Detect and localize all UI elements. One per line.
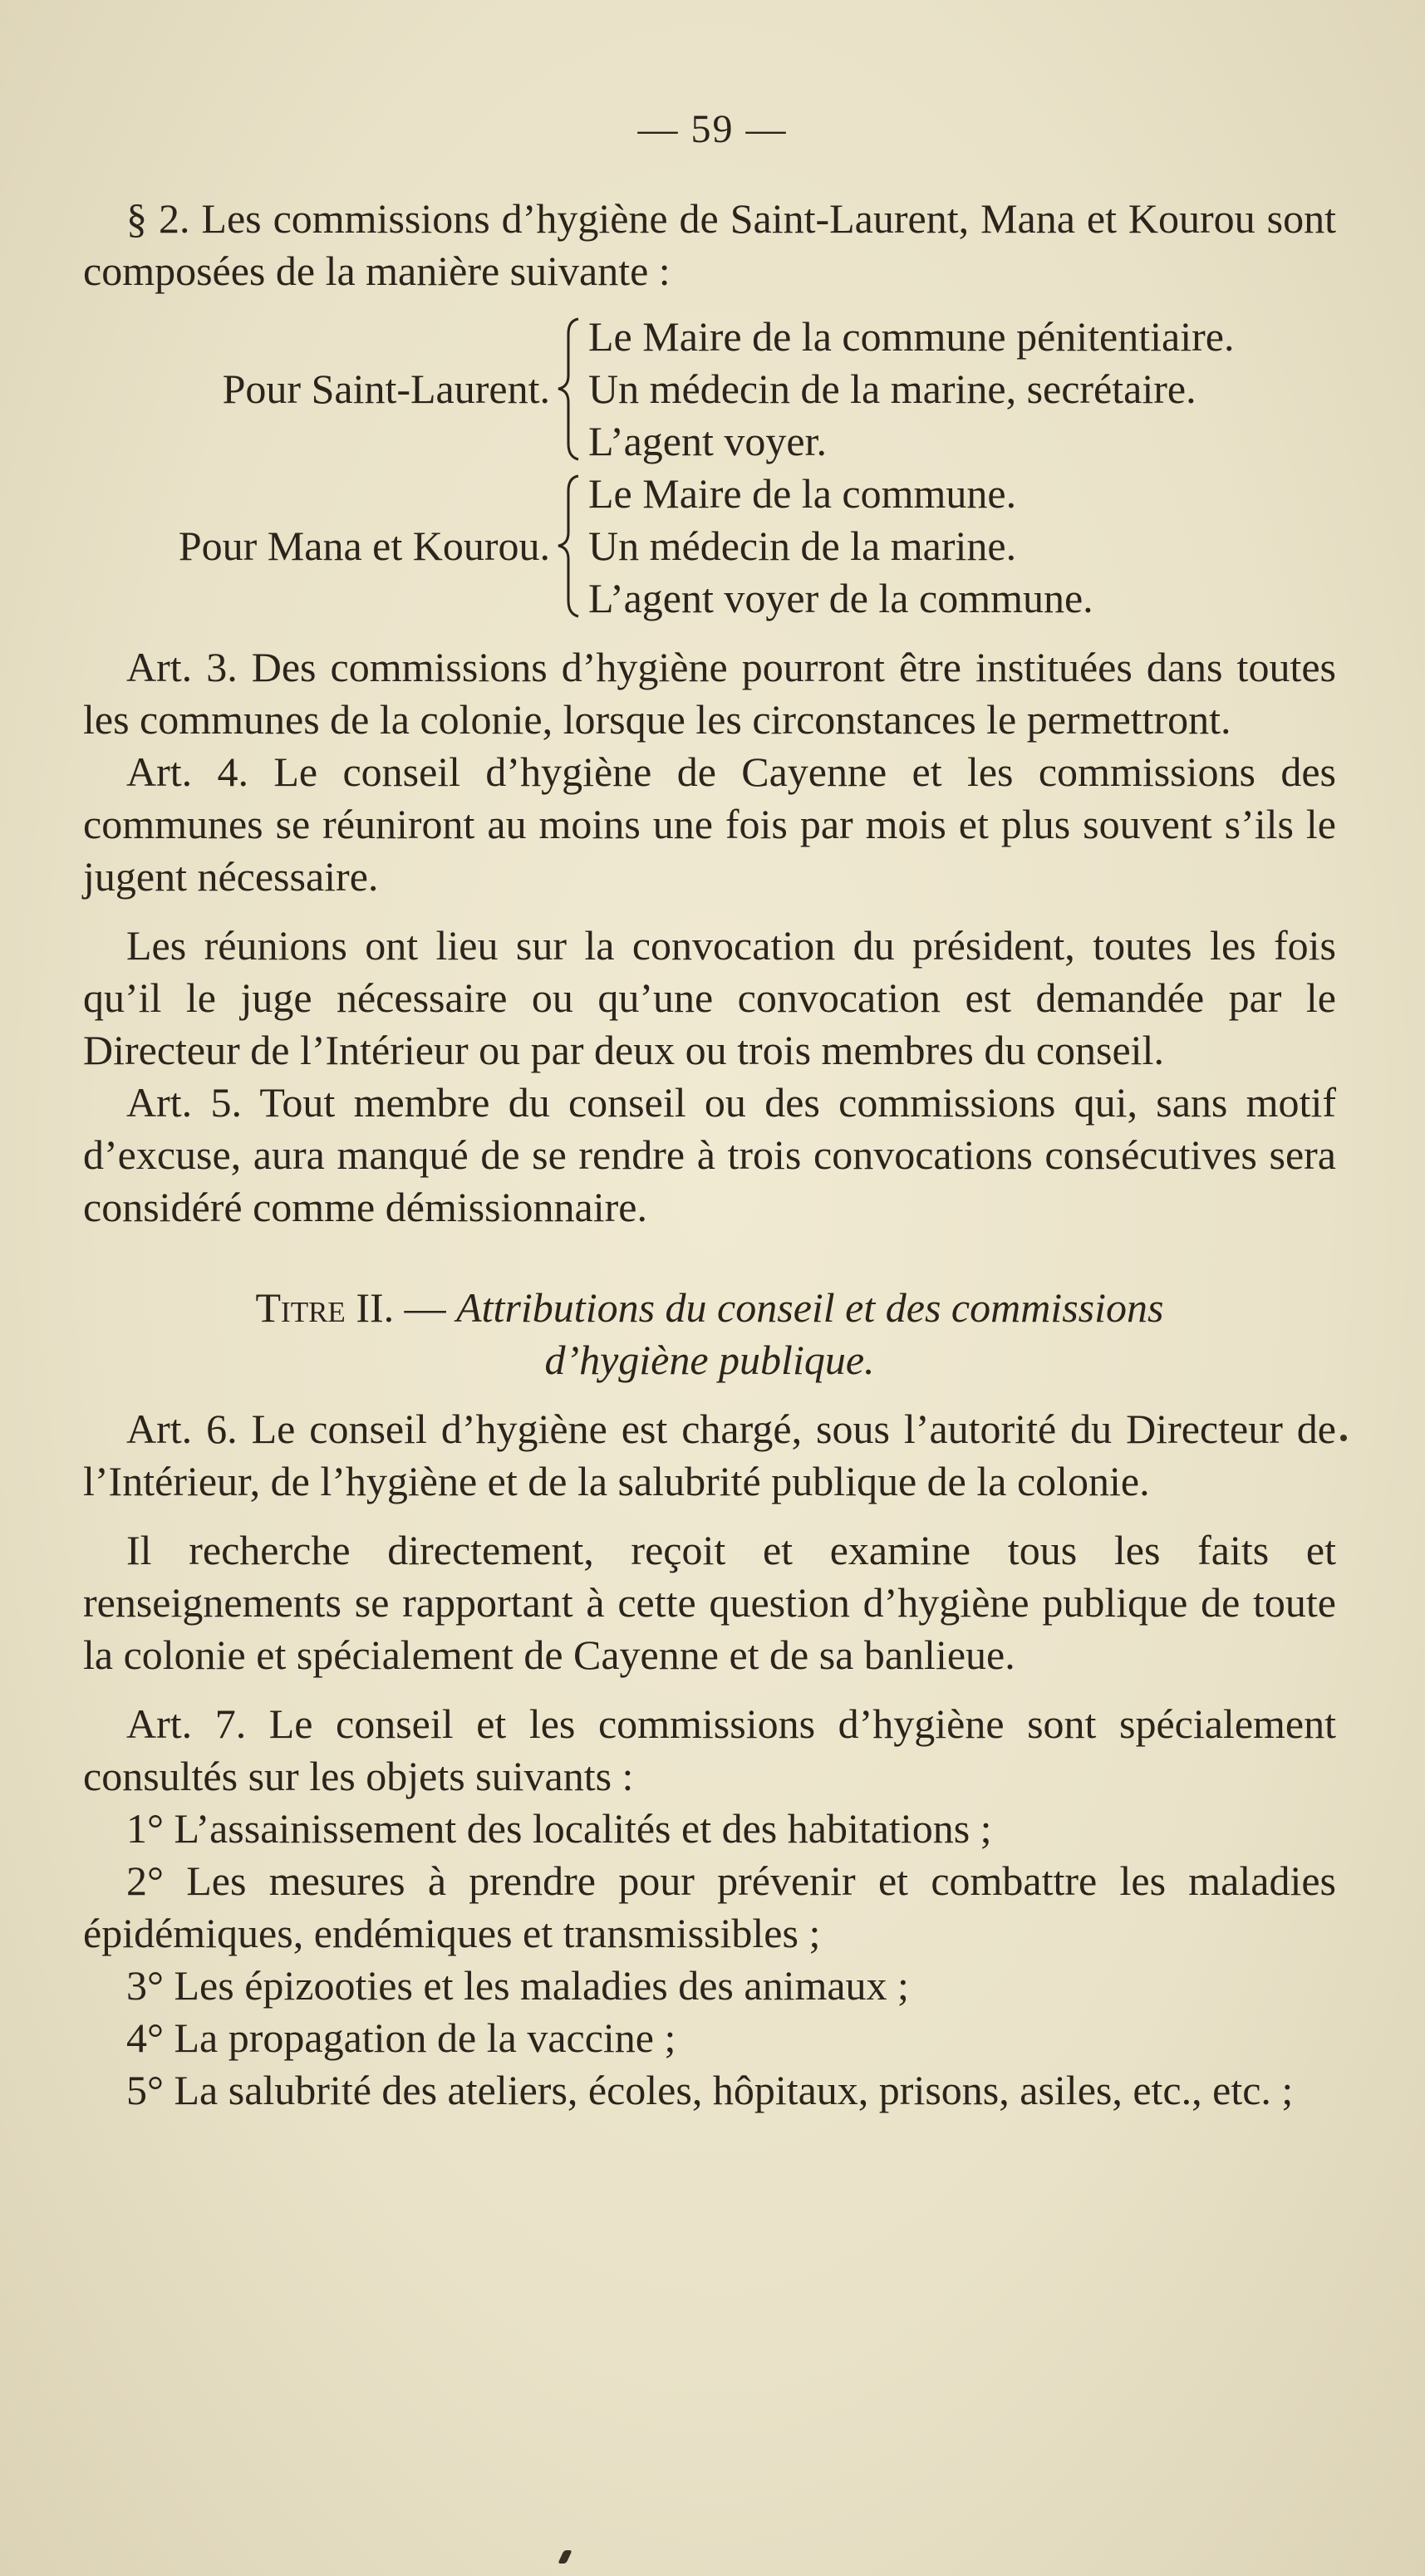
titre-dash: — <box>394 1284 457 1331</box>
paragraph-s2: § 2. Les commissions d’hygiène de Saint-Laurent, Mana et Kourou sont composées de la manière suivante : <box>83 195 1336 294</box>
article-6: Art. 6. Le conseil d’hygiène est chargé, sous l’autorité du Directeur de l’Intérieur, de l’hygiène et de la salubrité publique de la colonie. <box>83 1406 1336 1504</box>
article-4: Art. 4. Le conseil d’hygiène de Cayenne et les commissions des communes se réuniront au moins une fois par mois et plus souvent s’ils le jugent nécessaire. <box>83 748 1336 900</box>
ink-mark <box>558 2550 572 2564</box>
group-lines-mana-kourou <box>588 468 1353 625</box>
body-text <box>83 193 1336 2117</box>
list-item: 4° La propagation de la vaccine ; <box>126 2014 676 2061</box>
group-lines-saint-laurent <box>588 311 1353 468</box>
page-number: — 59 — <box>637 107 788 151</box>
titre-heading-line-2: d’hygiène publique. <box>544 1337 875 1383</box>
member-line: Un médecin de la marine, secrétaire. <box>588 366 1197 412</box>
article-4-paragraph-2: Les réunions ont lieu sur la convocation du président, toutes les fois qu’il le juge nécessaire ou qu’une convocation est demandée par le Directeur de l’Intérieur ou par deux ou trois membres du conseil. <box>83 922 1336 1073</box>
list-item: 3° Les épizooties et les maladies des animaux ; <box>126 1962 909 2009</box>
titre-label: Titre II. <box>255 1284 395 1331</box>
member-line: Un médecin de la marine. <box>588 523 1017 569</box>
article-3: Art. 3. Des commissions d’hygiène pourront être instituées dans toutes les communes de la colonie, lorsque les circonstances le permettront. <box>83 644 1336 743</box>
composition-mana-kourou <box>83 468 1336 625</box>
group-label-mana-kourou: Pour Mana et Kourou. <box>178 523 550 569</box>
list-item: 2° Les mesures à prendre pour prévenir et combattre les maladies épidémiques, endémiques et transmissibles ; <box>83 1857 1336 1956</box>
article-6-paragraph-2: Il recherche directement, reçoit et examine tous les faits et renseignements se rapportant à cette question d’hygiène publique de toute la colonie et spécialement de Cayenne et de sa banlieue. <box>83 1527 1336 1678</box>
group-label-saint-laurent: Pour Saint-Laurent. <box>222 366 550 412</box>
brace-icon <box>553 474 582 618</box>
article-7: Art. 7. Le conseil et les commissions d’hygiène sont spécialement consultés sur les objets suivants : <box>83 1700 1336 1799</box>
titre-heading: Attributions du conseil et des commissions <box>456 1284 1164 1331</box>
member-line: Le Maire de la commune pénitentiaire. <box>588 313 1235 360</box>
member-line: L’agent voyer. <box>588 418 827 464</box>
article-5: Art. 5. Tout membre du conseil ou des commissions qui, sans motif d’excuse, aura manqué de se rendre à trois convocations consécutives sera considéré comme démissionnaire. <box>83 1079 1336 1230</box>
list-item: 1° L’assainissement des localités et des habitations ; <box>126 1805 992 1852</box>
ink-dot <box>1340 1435 1347 1441</box>
member-line: Le Maire de la commune. <box>588 470 1017 517</box>
section-title <box>83 1282 1336 1334</box>
member-line: L’agent voyer de la commune. <box>588 575 1093 621</box>
composition-saint-laurent <box>83 311 1336 468</box>
brace-icon <box>553 317 582 461</box>
list-item: 5° La salubrité des ateliers, écoles, hôpitaux, prisons, asiles, etc., etc. ; <box>126 2067 1294 2113</box>
